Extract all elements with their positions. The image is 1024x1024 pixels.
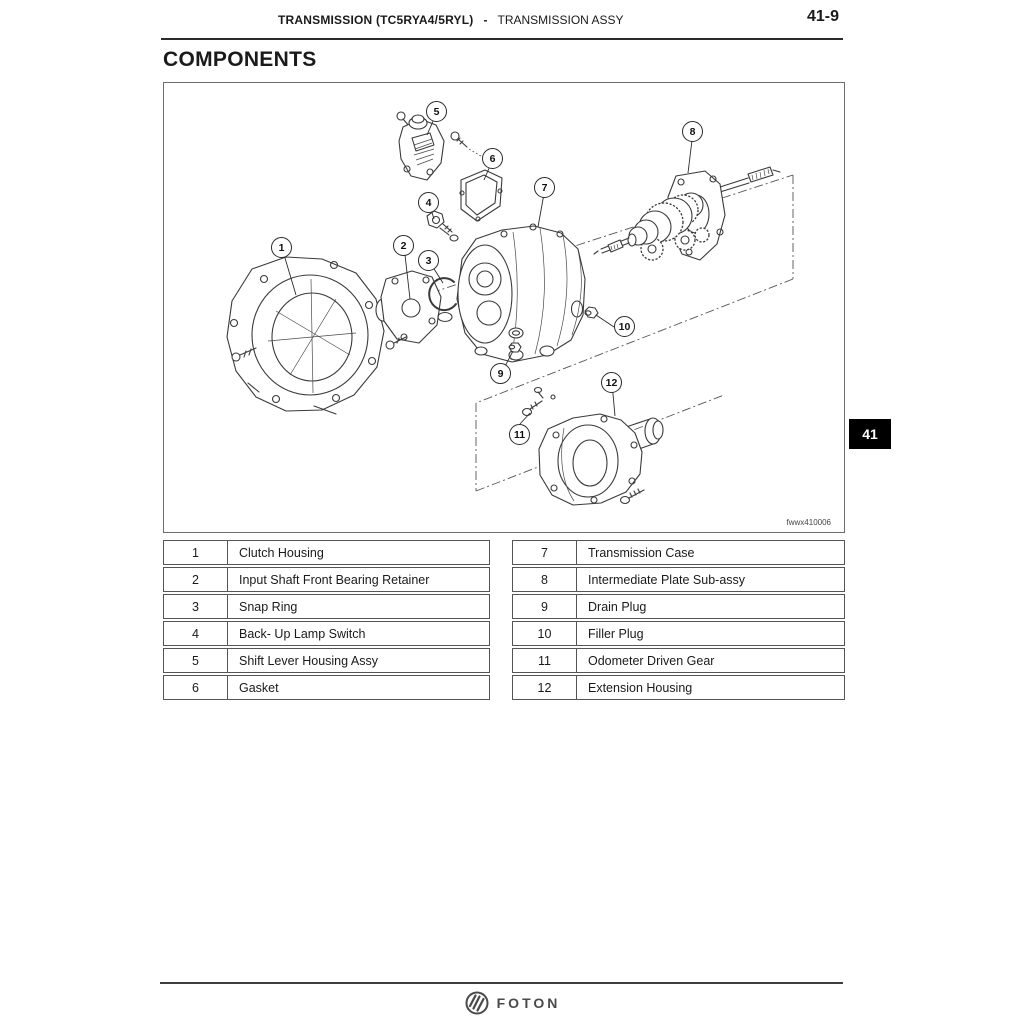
table-row: [163, 594, 490, 619]
callout-10: 10: [614, 316, 635, 337]
table-row: [512, 594, 845, 619]
page-title: COMPONENTS: [163, 48, 317, 71]
callout-12: 12: [601, 372, 622, 393]
part-name: Drain Plug: [588, 599, 647, 614]
part-name: Transmission Case: [588, 545, 695, 560]
filler-plug-part: [585, 307, 598, 318]
table-row: [163, 567, 490, 592]
part-number: 6: [164, 676, 228, 699]
running-header: [163, 10, 845, 30]
gasket-part: [460, 170, 502, 221]
callout-8: 8: [682, 121, 703, 142]
part-name: Filler Plug: [588, 626, 644, 641]
header-separator: -: [483, 13, 488, 27]
header-subsection-title: TRANSMISSION ASSY: [497, 13, 624, 27]
table-row: [163, 648, 490, 673]
callout-1: 1: [271, 237, 292, 258]
header-section-title: TRANSMISSION (TC5RYA4/5RYL): [278, 13, 474, 27]
part-number: 9: [513, 595, 577, 618]
callout-6: 6: [482, 148, 503, 169]
table-row: [512, 621, 845, 646]
table-row: [163, 621, 490, 646]
part-number: 7: [513, 541, 577, 564]
part-name: Input Shaft Front Bearing Retainer: [239, 572, 430, 587]
part-number: 12: [513, 676, 577, 699]
callout-4: 4: [418, 192, 439, 213]
callout-7: 7: [534, 177, 555, 198]
shift-lever-housing-part: [397, 112, 486, 180]
callout-2: 2: [393, 235, 414, 256]
parts-table-left: [163, 540, 490, 702]
part-name: Clutch Housing: [239, 545, 324, 560]
part-number: 10: [513, 622, 577, 645]
components-figure: [163, 82, 845, 533]
footer-rule: [160, 982, 843, 984]
parts-table-right: [512, 540, 845, 702]
part-name: Shift Lever Housing Assy: [239, 653, 378, 668]
callout-9: 9: [490, 363, 511, 384]
table-row: [163, 675, 490, 700]
part-number: 11: [513, 649, 577, 672]
part-number: 8: [513, 568, 577, 591]
clutch-housing-part: [227, 257, 384, 414]
chapter-tab: 41: [849, 419, 891, 449]
part-number: 4: [164, 622, 228, 645]
table-row: [512, 675, 845, 700]
callout-3: 3: [418, 250, 439, 271]
figure-code: fwwx410006: [786, 518, 831, 527]
backup-lamp-switch-part: [427, 211, 458, 241]
page-number: 41-9: [806, 8, 839, 25]
part-number: 3: [164, 595, 228, 618]
callout-5: 5: [426, 101, 447, 122]
table-row: [512, 648, 845, 673]
table-row: [512, 540, 845, 565]
part-name: Odometer Driven Gear: [588, 653, 715, 668]
extension-housing-part: [539, 414, 663, 505]
part-name: Intermediate Plate Sub-assy: [588, 572, 746, 587]
exploded-view-diagram: [164, 83, 844, 532]
brand-name: FOTON: [496, 995, 561, 1011]
part-number: 5: [164, 649, 228, 672]
brand-footer: [0, 990, 1024, 1016]
table-row: [512, 567, 845, 592]
foton-logo-icon: [464, 990, 490, 1016]
part-name: Snap Ring: [239, 599, 298, 614]
callout-11: 11: [509, 424, 530, 445]
part-number: 1: [164, 541, 228, 564]
odometer-driven-gear-part: [523, 388, 556, 416]
part-name: Extension Housing: [588, 680, 693, 695]
part-name: Back- Up Lamp Switch: [239, 626, 366, 641]
table-row: [163, 540, 490, 565]
intermediate-plate-subassy-part: [594, 167, 780, 260]
part-name: Gasket: [239, 680, 279, 695]
part-number: 2: [164, 568, 228, 591]
transmission-case-part: [457, 224, 585, 362]
header-rule: [161, 38, 843, 40]
